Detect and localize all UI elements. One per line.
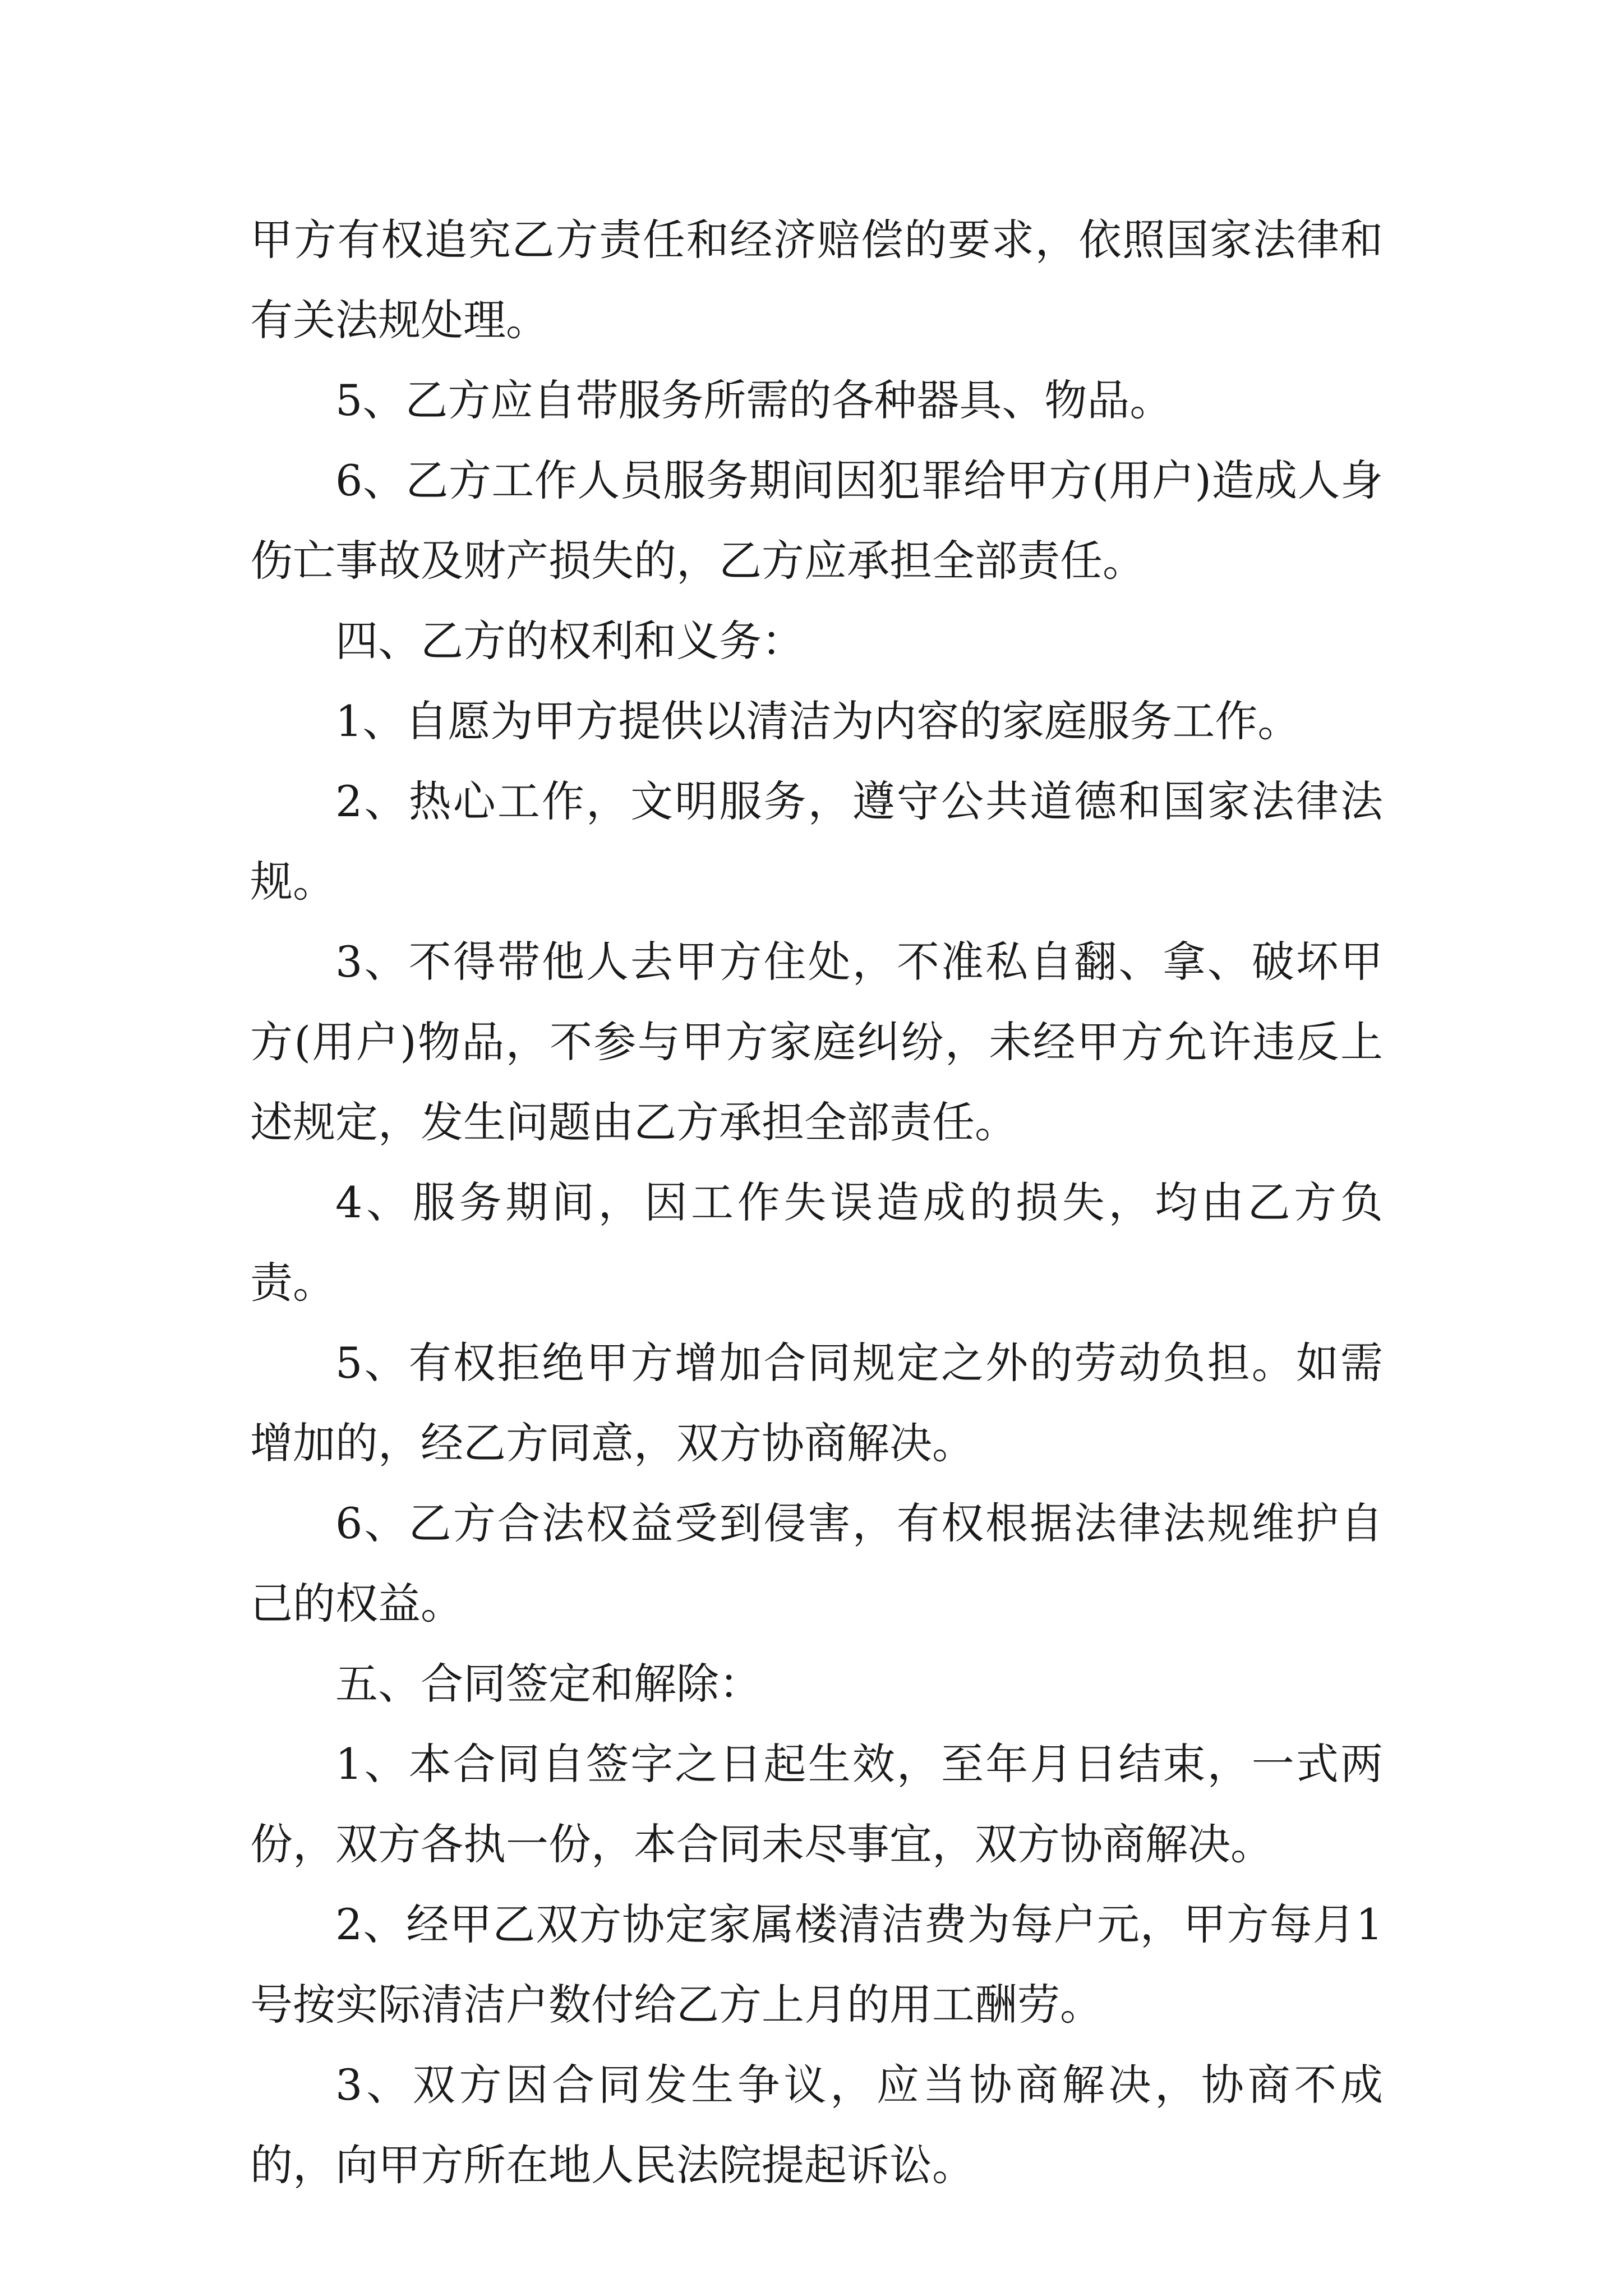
- document-body: [250, 200, 1383, 2205]
- paragraph-item-6-liability: 6、乙方工作人员服务期间因犯罪给甲方(用户)造成人身伤亡事故及财产损失的，乙方应承担全部责任。: [250, 455, 1383, 586]
- paragraph-rights-item-2: 2、热心工作，文明服务，遵守公共道德和国家法律法规。: [250, 776, 1383, 907]
- paragraph-rights-item-6: 6、乙方合法权益受到侵害，有权根据法律法规维护自己的权益。: [250, 1498, 1383, 1628]
- paragraph-rights-item-3: 3、不得带他人去甲方住处，不准私自翻、拿、破坏甲方(用户)物品，不参与甲方家庭纠纷，未经甲方允许违反上述规定，发生问题由乙方承担全部责任。: [250, 937, 1383, 1147]
- section-heading-rights-duties: 四、乙方的权利和义务：: [335, 616, 804, 666]
- paragraph-item-5-tools: 5、乙方应自带服务所需的各种器具、物品。: [335, 375, 1173, 425]
- section-heading-contract-signing: 五、合同签定和解除：: [335, 1659, 762, 1709]
- paragraph-rights-item-5: 5、有权拒绝甲方增加合同规定之外的劳动负担。如需增加的，经乙方同意，双方协商解决。: [250, 1338, 1383, 1468]
- paragraph-continuation: 甲方有权追究乙方责任和经济赔偿的要求，依照国家法律和有关法规处理。: [250, 215, 1383, 345]
- paragraph-contract-item-1: 1、本合同自签字之日起生效，至年月日结束，一式两份，双方各执一份，本合同未尽事宜，双方协商解决。: [250, 1739, 1383, 1869]
- paragraph-rights-item-4: 4、服务期间，因工作失误造成的损失，均由乙方负责。: [250, 1177, 1383, 1308]
- paragraph-contract-item-3: 3、双方因合同发生争议，应当协商解决，协商不成的，向甲方所在地人民法院提起诉讼。: [250, 2060, 1383, 2190]
- paragraph-contract-item-2: 2、经甲乙双方协定家属楼清洁费为每户元，甲方每月1号按实际清洁户数付给乙方上月的用工酬劳。: [250, 1899, 1383, 2030]
- paragraph-rights-item-1: 1、自愿为甲方提供以清洁为内容的家庭服务工作。: [335, 696, 1301, 746]
